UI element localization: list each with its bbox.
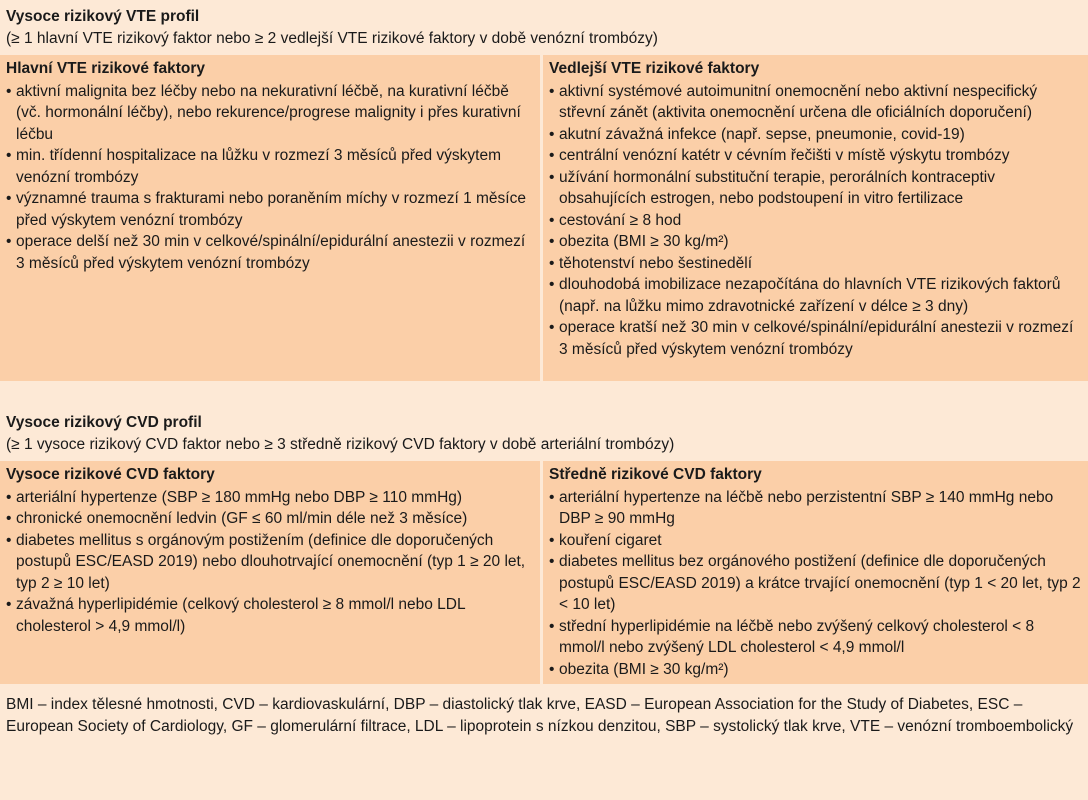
list-item: • aktivní malignita bez léčby nebo na nekurativní léčbě, na kurativní léčbě (vč. hormonální léčby), nebo rekurence/progrese malignity i přes kurativní léčbu xyxy=(6,81,534,146)
vte-major-list xyxy=(6,81,534,275)
vte-section-header xyxy=(0,0,1088,49)
list-item: • operace delší než 30 min v celkové/spinální/epidurální anestezii v rozmezí 3 měsíců před výskytem venózní trombózy xyxy=(6,231,534,274)
list-item: • cestování ≥ 8 hod xyxy=(549,210,1082,232)
vte-minor-column xyxy=(543,55,1088,381)
list-item: • obezita (BMI ≥ 30 kg/m²) xyxy=(549,231,1082,253)
abbreviations-footnote: BMI – index tělesné hmotnosti, CVD – kardiovaskulární, DBP – diastolický tlak krve, EASD – European Association for the Study of Diabetes, ESC – European Society of Cardiology, GF – glomerulární filtrace, LDL – lipoprotein s nízkou denzitou, SBP – systolický tlak krve, VTE – venózní tromboembolický xyxy=(0,684,1088,737)
cvd-factors-grid xyxy=(0,461,1088,684)
list-item: • obezita (BMI ≥ 30 kg/m²) xyxy=(549,659,1082,681)
vte-section-subtitle: (≥ 1 hlavní VTE rizikový faktor nebo ≥ 2 vedlejší VTE rizikové faktory v době venózní trombózy) xyxy=(6,29,658,47)
cvd-high-title: Vysoce rizikové CVD faktory xyxy=(6,466,215,483)
cvd-section-title: Vysoce rizikový CVD profil xyxy=(6,414,202,431)
cvd-moderate-title: Středně rizikové CVD faktory xyxy=(549,466,762,483)
list-item: • dlouhodobá imobilizace nezapočítána do hlavních VTE rizikových faktorů (např. na lůžku mimo zdravotnické zařízení v délce ≥ 3 dny) xyxy=(549,274,1082,317)
cvd-high-column xyxy=(0,461,543,684)
list-item: • diabetes mellitus bez orgánového postižení (definice dle doporučených postupů ESC/EASD 2019) a krátce trvající onemocnění (typ 1 < 20 let, typ 2 < 10 let) xyxy=(549,551,1082,616)
vte-major-title: Hlavní VTE rizikové faktory xyxy=(6,60,205,77)
cvd-moderate-column xyxy=(543,461,1088,684)
cvd-section-subtitle: (≥ 1 vysoce rizikový CVD faktor nebo ≥ 3 středně rizikový CVD faktory v době arteriální trombózy) xyxy=(6,435,675,453)
list-item: • diabetes mellitus s orgánovým postižením (definice dle doporučených postupů ESC/EASD 2019) nebo dlouhotrvající onemocnění (typ 1 ≥ 20 let, typ 2 ≥ 10 let) xyxy=(6,530,534,595)
list-item: • arteriální hypertenze na léčbě nebo perzistentní SBP ≥ 140 mmHg nebo DBP ≥ 90 mmHg xyxy=(549,487,1082,530)
vte-minor-title: Vedlejší VTE rizikové faktory xyxy=(549,60,760,77)
list-item: • kouření cigaret xyxy=(549,530,1082,552)
cvd-moderate-list xyxy=(549,487,1082,681)
list-item: • aktivní systémové autoimunitní onemocnění nebo aktivní nespecifický střevní zánět (aktivita onemocnění určena dle oficiálních doporučení) xyxy=(549,81,1082,124)
list-item: • min. třídenní hospitalizace na lůžku v rozmezí 3 měsíců před výskytem venózní trombózy xyxy=(6,145,534,188)
vte-factors-grid xyxy=(0,55,1088,381)
vte-minor-list xyxy=(549,81,1082,361)
cvd-high-list xyxy=(6,487,534,638)
cvd-section-header xyxy=(0,406,1088,455)
list-item: • centrální venózní katétr v cévním řečišti v místě výskytu trombózy xyxy=(549,145,1082,167)
list-item: • operace kratší než 30 min v celkové/spinální/epidurální anestezii v rozmezí 3 měsíců před výskytem venózní trombózy xyxy=(549,317,1082,360)
list-item: • chronické onemocnění ledvin (GF ≤ 60 ml/min déle než 3 měsíce) xyxy=(6,508,534,530)
list-item: • užívání hormonální substituční terapie, perorálních kontraceptiv obsahujících estrogen, nebo podstoupení in vitro fertilizace xyxy=(549,167,1082,210)
vte-section-title: Vysoce rizikový VTE profil xyxy=(6,8,200,25)
list-item: • závažná hyperlipidémie (celkový cholesterol ≥ 8 mmol/l nebo LDL cholesterol > 4,9 mmol/l) xyxy=(6,594,534,637)
list-item: • arteriální hypertenze (SBP ≥ 180 mmHg nebo DBP ≥ 110 mmHg) xyxy=(6,487,534,509)
list-item: • akutní závažná infekce (např. sepse, pneumonie, covid-19) xyxy=(549,124,1082,146)
list-item: • střední hyperlipidémie na léčbě nebo zvýšený celkový cholesterol < 8 mmol/l nebo zvýšený LDL cholesterol < 4,9 mmol/l xyxy=(549,616,1082,659)
list-item: • těhotenství nebo šestinedělí xyxy=(549,253,1082,275)
section-spacer xyxy=(0,381,1088,406)
vte-major-column xyxy=(0,55,543,381)
list-item: • významné trauma s frakturami nebo poraněním míchy v rozmezí 1 měsíce před výskytem venózní trombózy xyxy=(6,188,534,231)
